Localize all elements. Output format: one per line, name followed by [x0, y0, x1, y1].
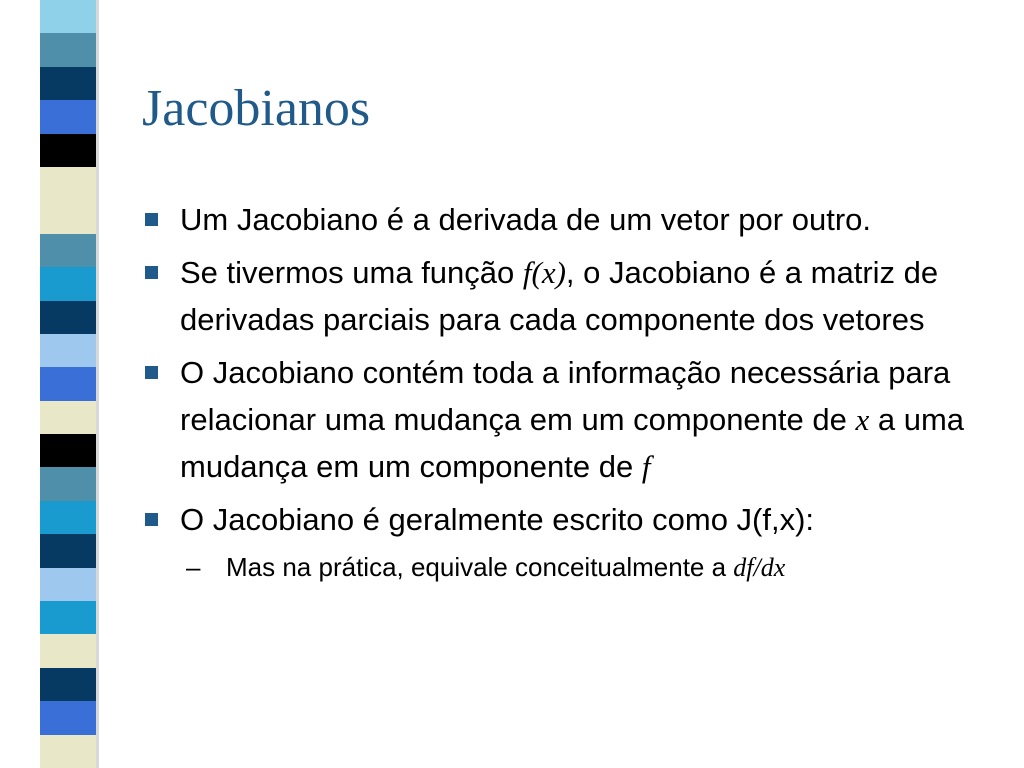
- stripe-segment: [40, 735, 96, 768]
- bullet-item-1: [142, 196, 1002, 243]
- stripe-segment: [40, 134, 96, 168]
- stripe-segment: [40, 167, 96, 201]
- stripe-segment: [40, 501, 96, 535]
- bullet-item-3: [142, 349, 1002, 490]
- math-expression: df/dx: [733, 553, 786, 582]
- stripe-segment: [40, 334, 96, 368]
- bullet-text: , o Jacobiano é a matriz de derivadas parciais para cada componente dos vetores: [180, 255, 939, 337]
- bullet-text: O Jacobiano é geralmente escrito como J(f,x):: [180, 502, 815, 537]
- stripe-segment: [40, 568, 96, 602]
- bullet-text: a uma mudança em um componente de: [180, 402, 965, 484]
- stripe-segment: [40, 367, 96, 401]
- math-expression: f(x): [522, 255, 566, 290]
- stripe-segment: [40, 467, 96, 501]
- bullet-text: O Jacobiano contém toda a informação necessária para relacionar uma mudança em um componente de: [180, 355, 951, 437]
- stripe-segment: [40, 0, 96, 34]
- math-expression: f: [641, 449, 651, 484]
- stripe-segment: [40, 634, 96, 668]
- stripe-segment: [40, 267, 96, 301]
- stripe-segment: [40, 434, 96, 468]
- stripe-segment: [40, 234, 96, 268]
- stripe-segment: [40, 200, 96, 234]
- stripe-segment: [40, 701, 96, 735]
- math-expression: x: [855, 402, 870, 437]
- bullet-item-4: [142, 496, 1002, 543]
- square-bullet-icon: [145, 213, 158, 226]
- bullet-text: Se tivermos uma função: [180, 255, 523, 290]
- stripe-segment: [40, 534, 96, 568]
- bullet-list: [142, 196, 1002, 586]
- stripe-segment: [40, 100, 96, 134]
- stripe-segment: [40, 33, 96, 67]
- square-bullet-icon: [145, 513, 158, 526]
- sub-bullet-item: [180, 549, 1002, 586]
- square-bullet-icon: [145, 266, 158, 279]
- bullet-item-2: [142, 249, 1002, 343]
- square-bullet-icon: [145, 366, 158, 379]
- stripe-segment: [40, 301, 96, 335]
- stripe-segment: [40, 67, 96, 101]
- sub-bullet-text: Mas na prática, equivale conceitualmente a: [226, 552, 734, 582]
- stripe-segment: [40, 401, 96, 435]
- stripe-segment: [40, 668, 96, 702]
- dash-bullet-icon: –: [186, 552, 201, 582]
- stripe-shadow: [96, 0, 99, 768]
- bullet-text: Um Jacobiano é a derivada de um vetor por outro.: [180, 202, 871, 237]
- slide-title: Jacobianos: [142, 80, 371, 137]
- decorative-stripe-band: [40, 0, 96, 768]
- stripe-segment: [40, 601, 96, 635]
